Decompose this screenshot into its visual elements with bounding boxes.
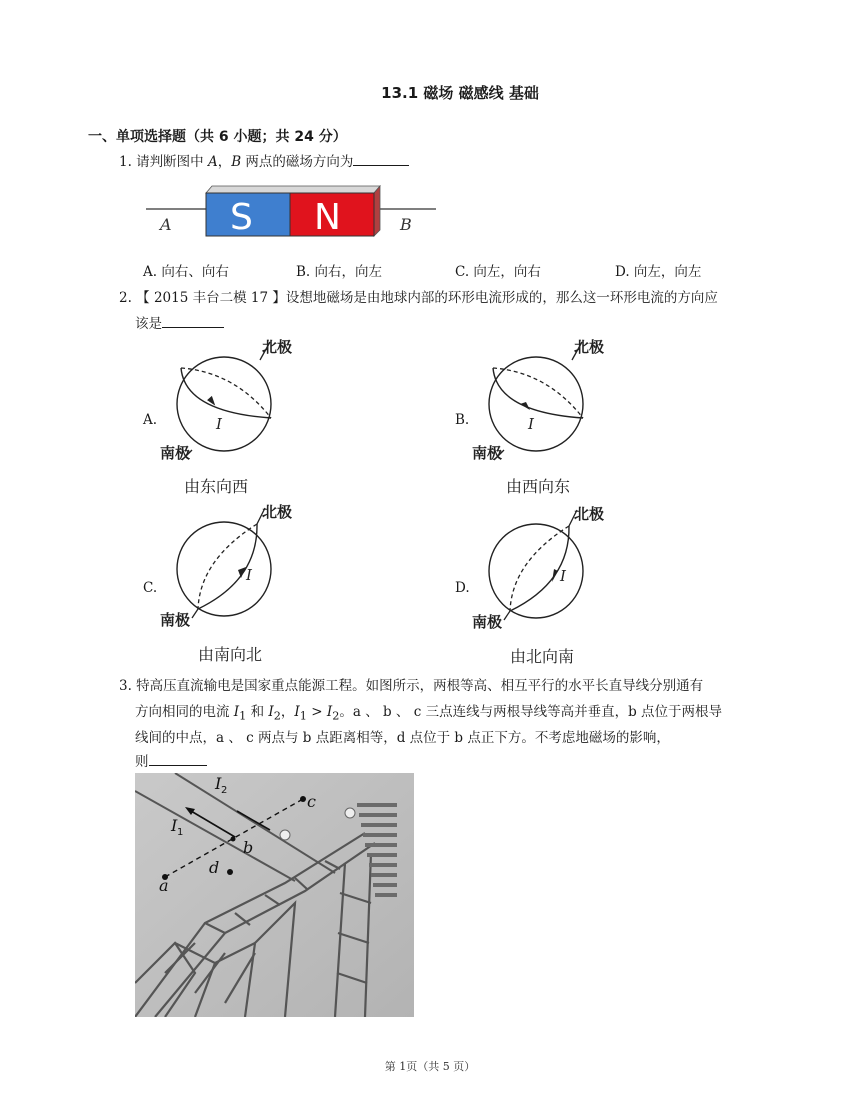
bar-magnet-figure — [140, 180, 440, 240]
photo-label-b: b — [243, 838, 254, 857]
north-pole-label: 北极 — [574, 505, 605, 523]
q1-option-c[interactable]: C. 向左，向右 — [455, 264, 541, 280]
q3-text-cont: 。a 、 b 、 c 三点连线与两根导线等高并垂直，b 点位于两根导 — [339, 704, 722, 720]
q1-option-b[interactable]: B. 向右，向左 — [296, 264, 383, 280]
south-pole-label: 南极 — [472, 444, 503, 462]
north-pole-label: 北极 — [262, 338, 293, 356]
answer-blank — [162, 313, 224, 328]
current-i2-sub: 2 — [273, 709, 281, 723]
figure-label-b: B — [400, 215, 412, 234]
q3-line-4-text: 则 — [135, 754, 149, 770]
globe-figure-c — [140, 500, 310, 670]
figure-label-a: A — [160, 215, 172, 234]
globe-figure-a — [140, 332, 310, 502]
current-i2: I — [268, 704, 274, 720]
q3-and: 和 — [246, 704, 269, 720]
page-footer: 第 1页（共 5 页） — [384, 1060, 476, 1073]
photo-label-c: c — [307, 792, 316, 811]
q1-option-d[interactable]: D. 向左，向左 — [615, 264, 702, 280]
north-pole-label: 北极 — [574, 338, 605, 356]
photo-label-d: d — [209, 858, 220, 877]
current-label: I — [216, 415, 222, 433]
answer-blank — [149, 751, 207, 766]
current-label: I — [246, 566, 252, 584]
q2-line-2-text: 该是 — [135, 316, 162, 332]
current-i1: I — [294, 704, 300, 720]
photo-label-i1: I — [171, 816, 178, 835]
answer-blank — [353, 151, 409, 166]
q2-option-d[interactable]: D. — [455, 580, 470, 596]
south-pole-label: 南极 — [160, 444, 191, 462]
q1-point-b: B — [231, 154, 242, 170]
option-caption: 由西向东 — [506, 477, 571, 496]
current-label: I — [528, 415, 534, 433]
q2-option-b[interactable]: B. — [455, 412, 470, 428]
current-i2-sub: 2 — [332, 709, 340, 723]
q3-text: 方向相同的电流 — [135, 704, 234, 720]
question-3-line-1: 3. 特高压直流输电是国家重点能源工程。如图所示，两根等高、相互平行的水平长直导线分别通有 — [119, 678, 704, 694]
section-heading: 一、单项选择题（共 6 小题；共 24 分） — [88, 129, 347, 145]
magnet-s-label: S — [230, 197, 253, 238]
photo-label-i2: I — [215, 774, 222, 793]
page-title: 13.1 磁场 磁感线 基础 — [381, 84, 539, 102]
current-i1-sub: 1 — [299, 709, 307, 723]
current-i1-sub: 1 — [239, 709, 247, 723]
magnet-n-label: N — [314, 197, 341, 238]
current-label: I — [560, 567, 566, 585]
question-2-line-1: 2. 【 2015 丰台二模 17 】设想地磁场是由地球内部的环形电流形成的，那么这一环形电流的方向应 — [119, 290, 718, 306]
option-caption: 由北向南 — [510, 647, 575, 666]
power-line-photo — [135, 773, 414, 1017]
question-3-line-4 — [135, 750, 207, 774]
q3-greater: > — [306, 704, 327, 720]
q1-option-a[interactable]: A. 向右、向右 — [143, 264, 229, 280]
q3-comma: ， — [280, 704, 295, 720]
south-pole-label: 南极 — [472, 613, 503, 631]
north-pole-label: 北极 — [262, 503, 293, 521]
option-caption: 由东向西 — [184, 477, 249, 496]
current-i2: I — [326, 704, 333, 720]
q2-option-c[interactable]: C. — [143, 580, 158, 596]
question-3-line-2 — [135, 700, 722, 729]
photo-label-i2-sub: 2 — [221, 785, 228, 796]
option-caption: 由南向北 — [198, 645, 263, 664]
photo-label-i1-sub: 1 — [177, 827, 184, 838]
photo-label-a: a — [159, 876, 169, 895]
q1-point-a: A — [207, 154, 218, 170]
question-1-text — [119, 150, 409, 174]
globe-figure-b — [452, 332, 622, 502]
question-3-line-3: 线间的中点，a 、 c 两点与 b 点距离相等，d 点位于 b 点正下方。不考虑地磁场的影响， — [135, 730, 670, 746]
q1-prefix: 1. 请判断图中 — [119, 154, 208, 170]
globe-figure-d — [452, 502, 622, 672]
q1-suffix: 两点的磁场方向为 — [241, 154, 354, 170]
south-pole-label: 南极 — [160, 611, 191, 629]
q1-sep: ， — [217, 154, 232, 170]
q2-option-a[interactable]: A. — [143, 412, 158, 428]
current-i1: I — [233, 704, 240, 720]
